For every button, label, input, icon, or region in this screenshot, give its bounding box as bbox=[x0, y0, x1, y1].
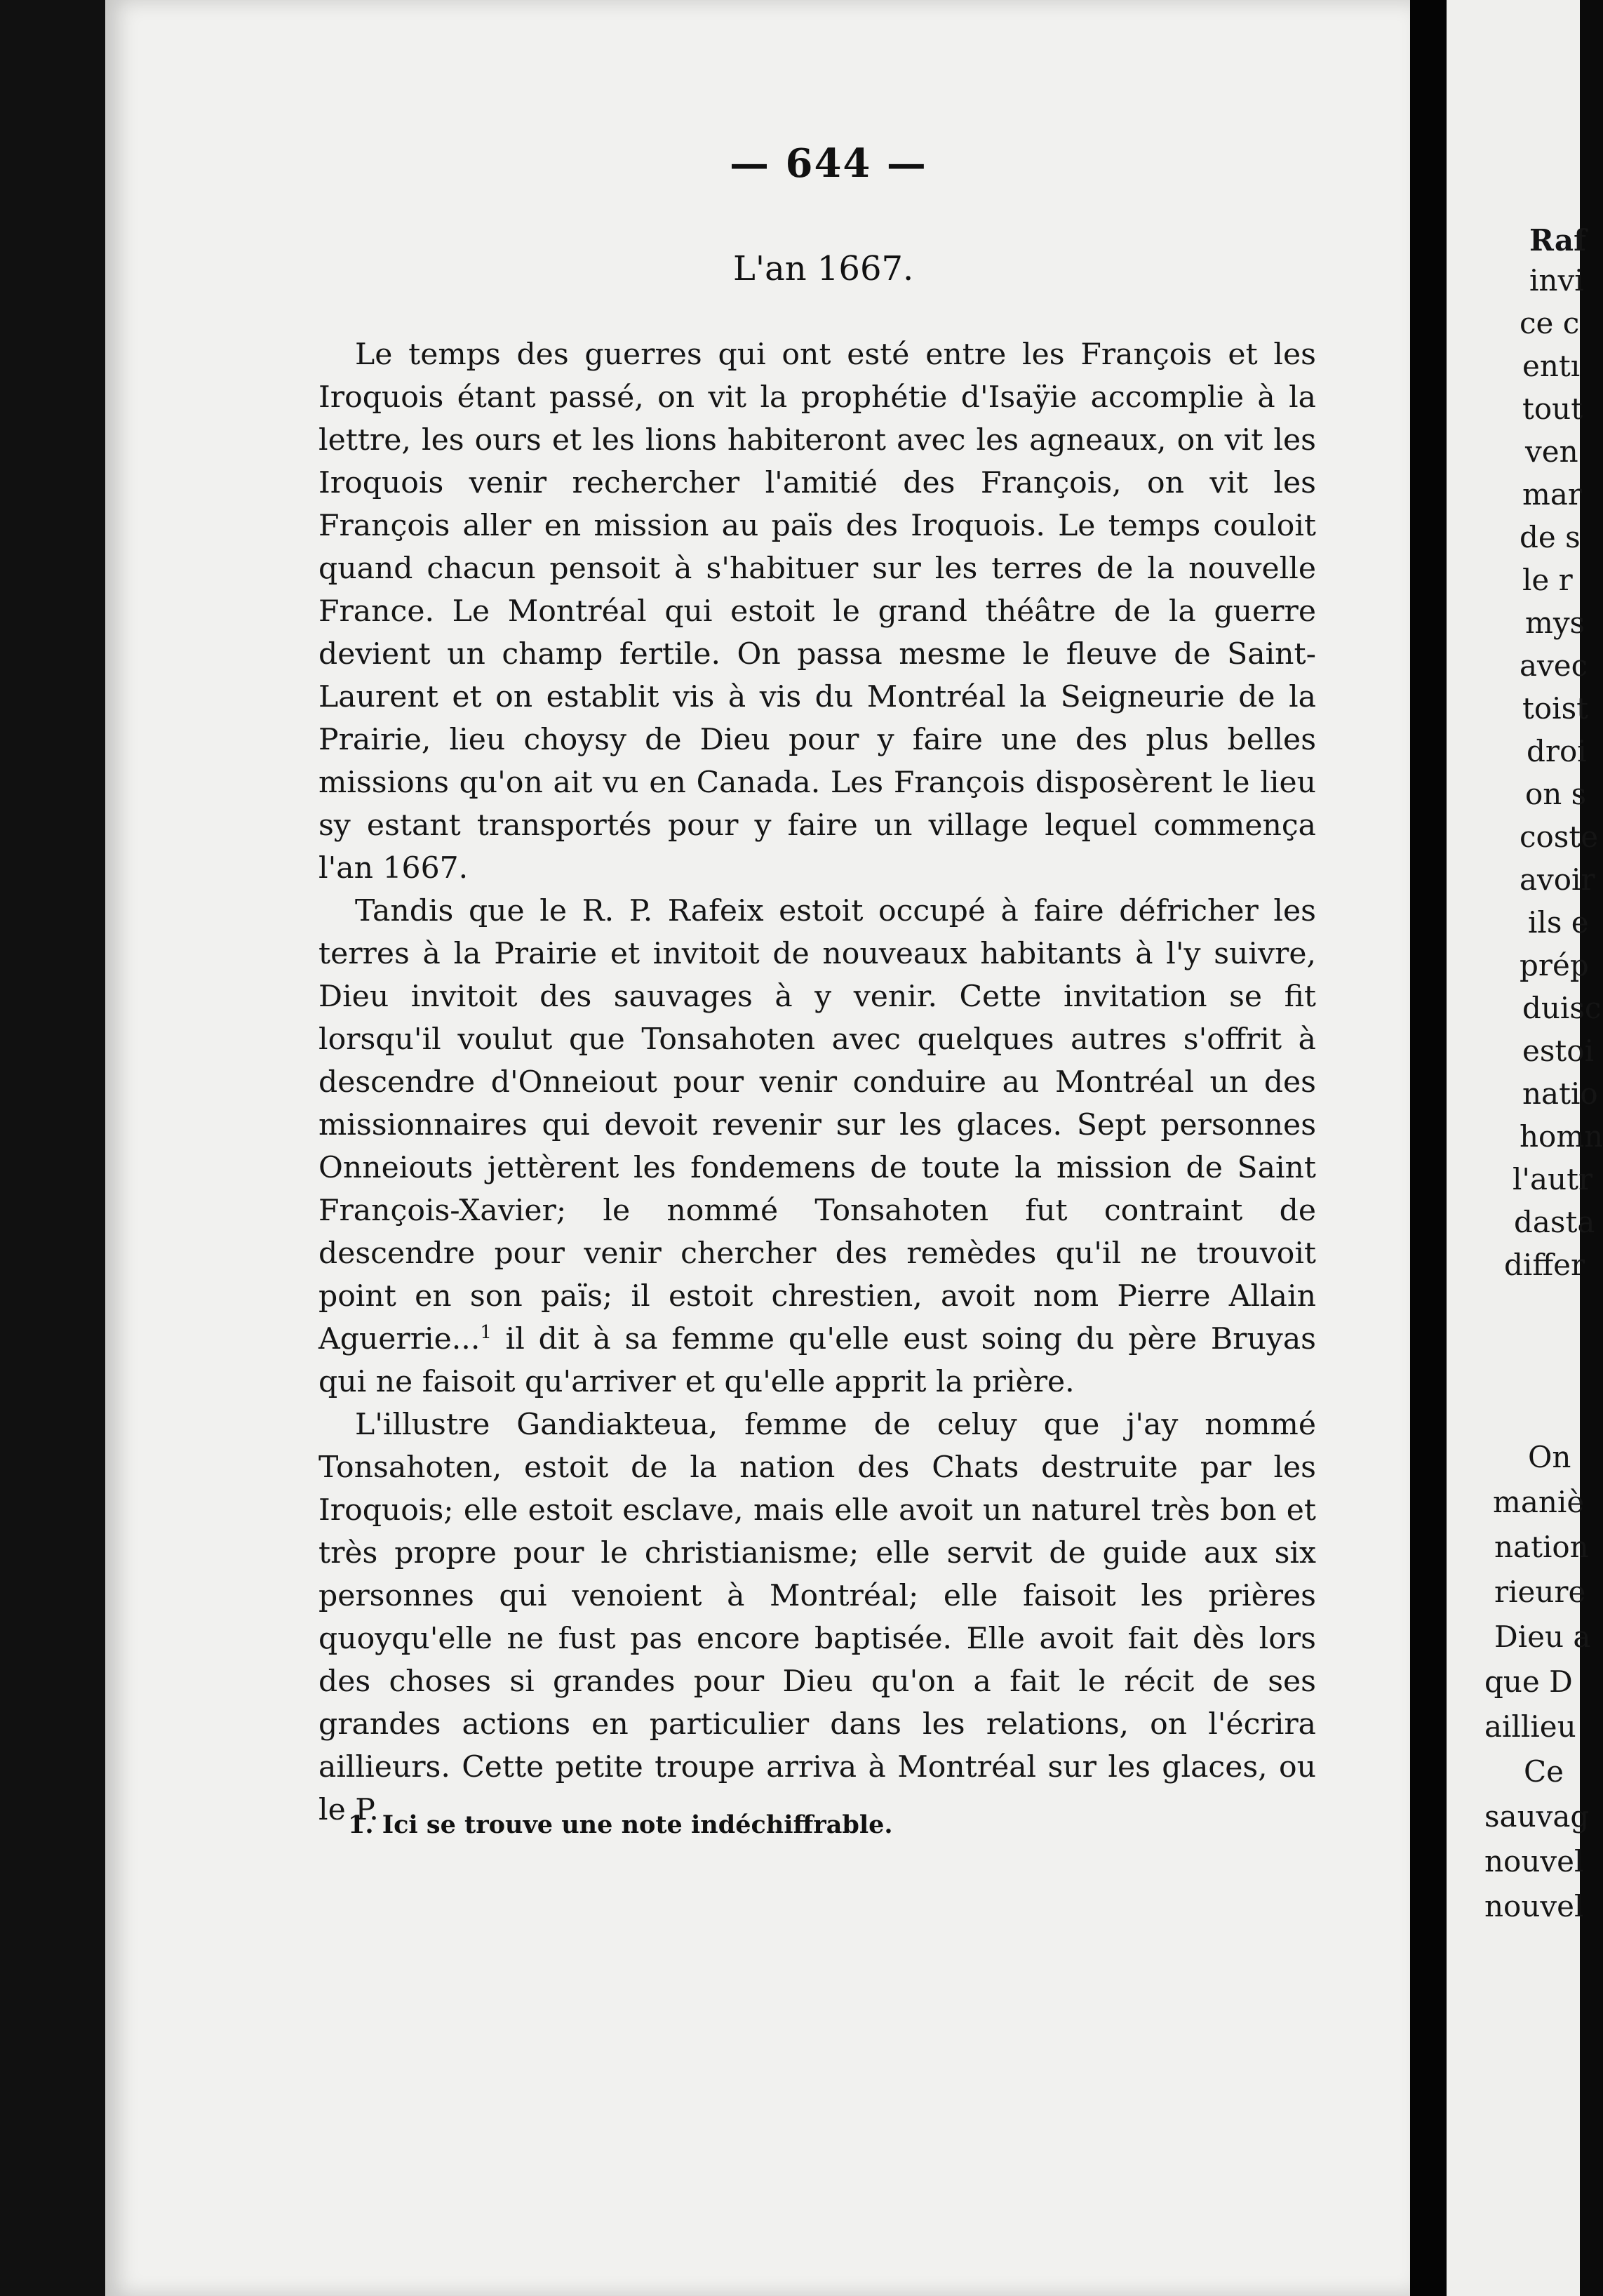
body-text bbox=[318, 333, 1316, 1831]
right-page-line: tout bbox=[1522, 392, 1583, 426]
right-page-line: maniè bbox=[1493, 1485, 1585, 1519]
right-page-line: Dieu a bbox=[1494, 1620, 1591, 1654]
right-page-line: natio bbox=[1522, 1076, 1598, 1111]
right-page-line: sauvag bbox=[1484, 1799, 1590, 1834]
right-page-line: duisc bbox=[1522, 991, 1602, 1025]
right-page-line: coste bbox=[1520, 820, 1599, 854]
right-page-line: nation bbox=[1494, 1530, 1589, 1564]
footnote-marker: 1 bbox=[480, 1321, 492, 1343]
right-page-line: Ce bbox=[1524, 1754, 1564, 1789]
right-page-line: homn bbox=[1520, 1119, 1603, 1154]
page-gutter bbox=[1410, 0, 1447, 2296]
right-page-line: On bbox=[1528, 1440, 1571, 1474]
paragraph-2-text: Tandis que le R. P. Rafeix estoit occupé à faire défricher les terres à la Prairie et invitoit de nouveaux habitants à l'y suivre, Dieu invitoit des sauvages à y venir. Cette invitation se fit lorsqu'il voulut que Tonsahoten avec quelques autres s'offrit à descendre d'Onneiout pour venir conduire au Montréal un des missionnaires qui devoit revenir sur les glaces. Sept personnes Onneiouts jettèrent les fondemens de toute la mission de Saint François-Xavier; le nommé Tonsahoten fut contraint de descendre pour venir chercher des remèdes qu'il ne trouvoit point en son païs; il estoit chrestien, avoit nom Pierre Allain Aguerrie... bbox=[318, 894, 1316, 1356]
right-page-edge bbox=[1447, 0, 1603, 2296]
paragraph-3: L'illustre Gandiakteua, femme de celuy que j'ay nommé Tonsahoten, estoit de la nation des Chats destruite par les Iroquois; elle estoit esclave, mais elle avoit un naturel très bon et très propre pour le christianisme; elle servit de guide aux six personnes qui venoient à Montréal; elle faisoit les prières quoyqu'elle ne fust pas encore baptisée. Elle avoit fait dès lors des choses si grandes pour Dieu qu'on a fait le récit de ses grandes actions en particulier dans les relations, on l'écrira aillieurs. Cette petite troupe arriva à Montréal sur les glaces, ou le P. bbox=[318, 1408, 1316, 1827]
right-page-line: Raf bbox=[1529, 223, 1587, 258]
paragraph-2-tail: il dit à sa femme qu'elle eust soing du père Bruyas qui ne faisoit qu'arriver et qu'elle apprit la prière. bbox=[318, 1322, 1316, 1399]
footnote: 1. Ici se trouve une note indéchiffrable. bbox=[348, 1810, 893, 1839]
right-page-line: dasta bbox=[1514, 1205, 1595, 1239]
right-page-line: invi bbox=[1529, 263, 1584, 298]
right-page-line: prép bbox=[1520, 948, 1589, 982]
right-page-line: nouvel bbox=[1484, 1844, 1584, 1878]
right-page-line: estoi bbox=[1522, 1034, 1595, 1068]
right-page-line: mys bbox=[1525, 606, 1585, 640]
right-page-line: de s bbox=[1520, 520, 1581, 554]
right-page-line: droi bbox=[1527, 734, 1587, 768]
right-page-line: differ bbox=[1504, 1248, 1585, 1282]
right-page-line: toist bbox=[1522, 691, 1589, 726]
page-number: — 644 — bbox=[730, 140, 927, 187]
right-page-line: avoir bbox=[1520, 862, 1595, 897]
right-page-line: que D bbox=[1484, 1664, 1573, 1699]
right-page-line: ils e bbox=[1528, 905, 1589, 940]
right-page-line: entı bbox=[1522, 349, 1581, 383]
right-page-line: le r bbox=[1522, 563, 1573, 597]
book-binding-edge bbox=[0, 0, 105, 2296]
right-page-line: avec bbox=[1520, 648, 1588, 683]
right-page-line: ven bbox=[1525, 434, 1578, 469]
right-page-line: nouvel bbox=[1484, 1889, 1584, 1923]
right-page-line: mar bbox=[1522, 477, 1582, 512]
paragraph-2 bbox=[318, 890, 1316, 1403]
right-page-line: ce c bbox=[1520, 306, 1580, 340]
right-page-line: rieure bbox=[1494, 1575, 1586, 1609]
paragraph-1: Le temps des guerres qui ont esté entre les François et les Iroquois étant passé, on vit la prophétie d'Isaÿie accomplie à la lettre, les ours et les lions habiteront avec les agneaux, on vit les Iroquois venir rechercher l'amitié des François, on vit les François aller en mission au païs des Iroquois. Le temps couloit quand chacun pensoit à s'habituer sur les terres de la nouvelle France. Le Montréal qui estoit le grand théâtre de la guerre devient un champ fertile. On passa mesme le fleuve de Saint-Laurent et on establit vis à vis du Montréal la Seigneurie de la Prairie, lieu choysy de Dieu pour y faire une des plus belles missions qu'on ait vu en Canada. Les François disposèrent le lieu sy estant transportés pour y faire un village lequel commença l'an 1667. bbox=[318, 338, 1316, 886]
section-title: L'an 1667. bbox=[733, 249, 914, 288]
right-page-line: aillieu bbox=[1484, 1709, 1576, 1744]
right-page-line: l'autr bbox=[1513, 1162, 1593, 1196]
right-page-line: on s bbox=[1525, 777, 1587, 811]
